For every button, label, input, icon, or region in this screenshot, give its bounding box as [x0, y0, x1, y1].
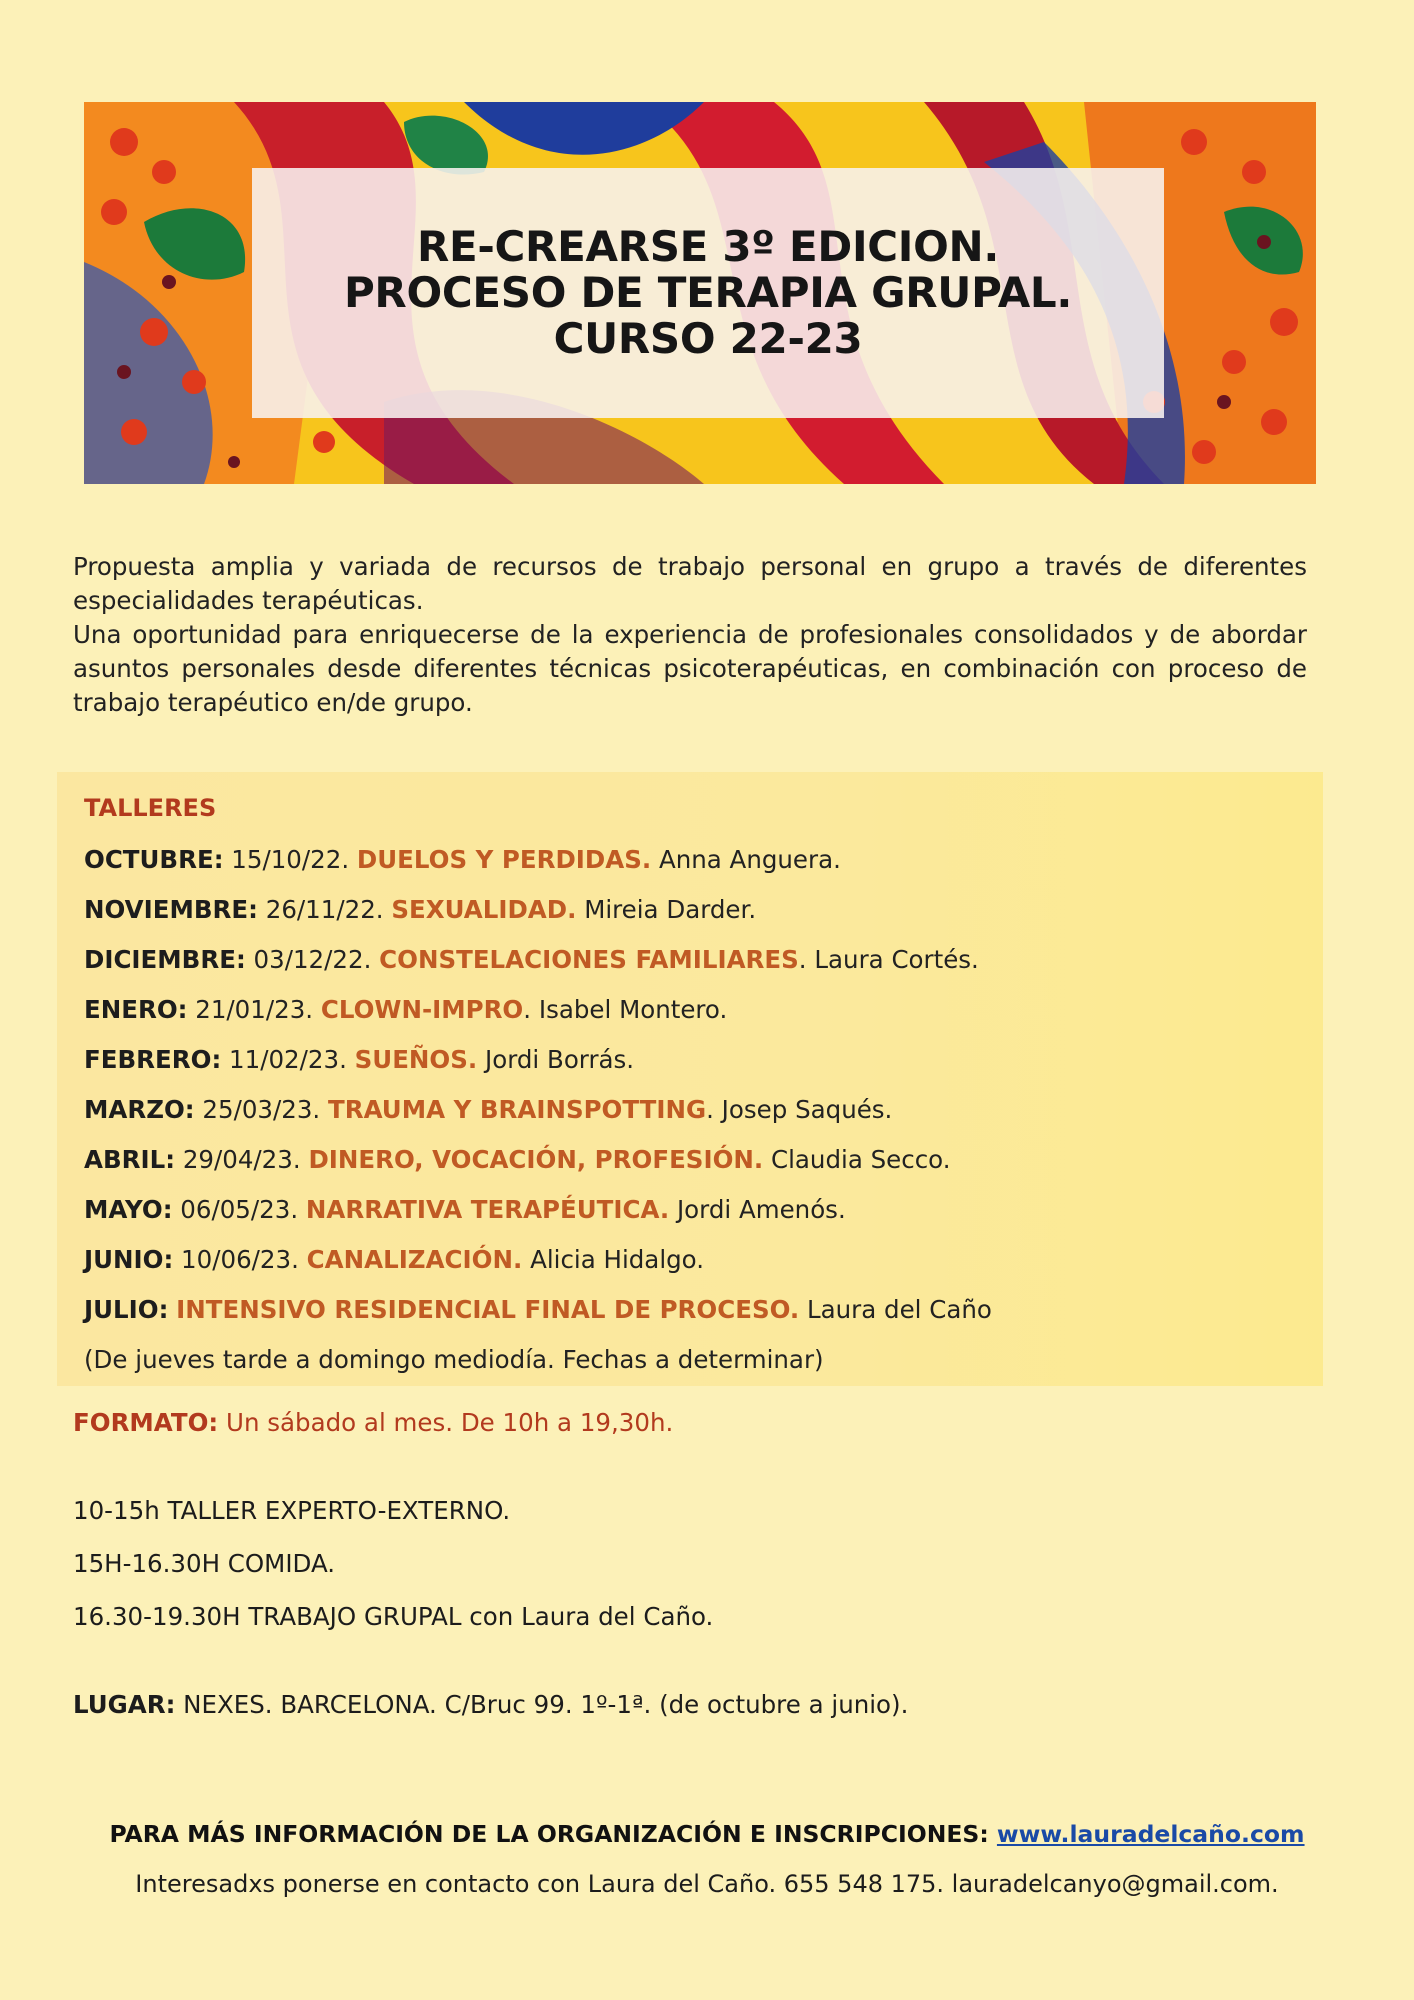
taller-person: Claudia Secco. — [763, 1145, 951, 1174]
contact-line: Interesadxs ponerse en contacto con Laura del Caño. 655 548 175. lauradelcanyo@gmail.com. — [135, 1870, 1279, 1898]
talleres-box — [57, 772, 1323, 1386]
taller-date — [168, 1295, 176, 1324]
website-link[interactable]: www.lauradelcaño.com — [996, 1820, 1305, 1848]
intro-text — [73, 550, 1307, 720]
taller-date: 11/02/23. — [221, 1045, 355, 1074]
lugar-line — [73, 1690, 908, 1719]
title-line-2: PROCESO DE TERAPIA GRUPAL. — [343, 268, 1073, 317]
taller-topic: SEXUALIDAD. — [391, 895, 577, 924]
taller-person: . Isabel Montero. — [523, 995, 728, 1024]
taller-row-junio — [84, 1245, 704, 1274]
taller-date: 26/11/22. — [257, 895, 392, 924]
taller-person: Mireia Darder. — [576, 895, 757, 924]
taller-month: OCTUBRE: — [84, 845, 224, 874]
taller-month: MARZO: — [84, 1095, 195, 1124]
info-line — [0, 1820, 1414, 1848]
taller-person: Jordi Borrás. — [477, 1045, 635, 1074]
taller-date: 21/01/23. — [187, 995, 321, 1024]
taller-row-marzo — [84, 1095, 892, 1124]
taller-month: ENERO: — [84, 995, 188, 1024]
taller-date: 29/04/23. — [175, 1145, 309, 1174]
schedule-item: 10-15h TALLER EXPERTO-EXTERNO. — [73, 1496, 511, 1525]
schedule-item: 15H-16.30H COMIDA. — [73, 1549, 336, 1578]
formato-text: Un sábado al mes. De 10h a 19,30h. — [218, 1408, 674, 1437]
taller-month: JULIO: — [84, 1295, 169, 1324]
title-line-3: CURSO 22-23 — [553, 314, 863, 363]
taller-month: MAYO: — [84, 1195, 173, 1224]
taller-month: NOVIEMBRE: — [84, 895, 258, 924]
taller-person: Anna Anguera. — [651, 845, 841, 874]
formato-label: FORMATO: — [73, 1408, 219, 1437]
taller-topic: CLOWN-IMPRO — [320, 995, 524, 1024]
taller-row-mayo — [84, 1195, 846, 1224]
taller-topic: INTENSIVO RESIDENCIAL FINAL DE PROCESO. — [176, 1295, 800, 1324]
talleres-heading: TALLERES — [84, 794, 217, 822]
taller-person: Laura del Caño — [799, 1295, 992, 1324]
taller-topic: CONSTELACIONES FAMILIARES — [379, 945, 799, 974]
taller-month: ABRIL: — [84, 1145, 176, 1174]
taller-topic: SUEÑOS. — [354, 1045, 478, 1074]
taller-date: 10/06/23. — [173, 1245, 307, 1274]
taller-row-abril — [84, 1145, 951, 1174]
taller-person: Jordi Amenós. — [669, 1195, 846, 1224]
taller-person: . Laura Cortés. — [798, 945, 979, 974]
taller-row-octubre — [84, 845, 841, 874]
taller-month: FEBRERO: — [84, 1045, 222, 1074]
intro-paragraph-1: Propuesta amplia y variada de recursos de trabajo personal en grupo a través de diferentes especialidades terapéuticas. — [73, 552, 1307, 615]
taller-person: Alicia Hidalgo. — [522, 1245, 705, 1274]
taller-row-julio — [84, 1295, 992, 1324]
taller-month: JUNIO: — [84, 1245, 174, 1274]
taller-note: (De jueves tarde a domingo mediodía. Fechas a determinar) — [84, 1345, 824, 1374]
taller-row-febrero — [84, 1045, 634, 1074]
taller-person: . Josep Saqués. — [706, 1095, 893, 1124]
intro-paragraph-2: Una oportunidad para enriquecerse de la experiencia de profesionales consolidados y de abordar asuntos personales desde diferentes técnicas psicoterapéuticas, en combinación con proceso de trabajo terapéutico en/de grupo. — [73, 620, 1307, 717]
taller-date: 06/05/23. — [172, 1195, 306, 1224]
painted-banner — [84, 102, 1316, 484]
info-text: PARA MÁS INFORMACIÓN DE LA ORGANIZACIÓN E INSCRIPCIONES: — [109, 1820, 997, 1848]
lugar-text: NEXES. BARCELONA. C/Bruc 99. 1º-1ª. (de octubre a junio). — [175, 1690, 909, 1719]
taller-row-enero — [84, 995, 727, 1024]
taller-date: 03/12/22. — [245, 945, 380, 974]
schedule-item: 16.30-19.30H TRABAJO GRUPAL con Laura del Caño. — [73, 1602, 714, 1631]
taller-topic: DINERO, VOCACIÓN, PROFESIÓN. — [308, 1145, 764, 1174]
taller-topic: TRAUMA Y BRAINSPOTTING — [328, 1095, 707, 1124]
lugar-label: LUGAR: — [73, 1690, 176, 1719]
title-line-1: RE-CREARSE 3º EDICION. — [416, 222, 1000, 271]
title-box — [252, 168, 1164, 418]
taller-topic: CANALIZACIÓN. — [306, 1245, 523, 1274]
taller-date: 15/10/22. — [223, 845, 357, 874]
taller-month: DICIEMBRE: — [84, 945, 246, 974]
taller-topic: NARRATIVA TERAPÉUTICA. — [305, 1195, 670, 1224]
taller-topic: DUELOS Y PERDIDAS. — [356, 845, 652, 874]
taller-date: 25/03/23. — [194, 1095, 329, 1124]
formato-line — [73, 1408, 673, 1437]
taller-row-diciembre — [84, 945, 979, 974]
taller-row-noviembre — [84, 895, 756, 924]
